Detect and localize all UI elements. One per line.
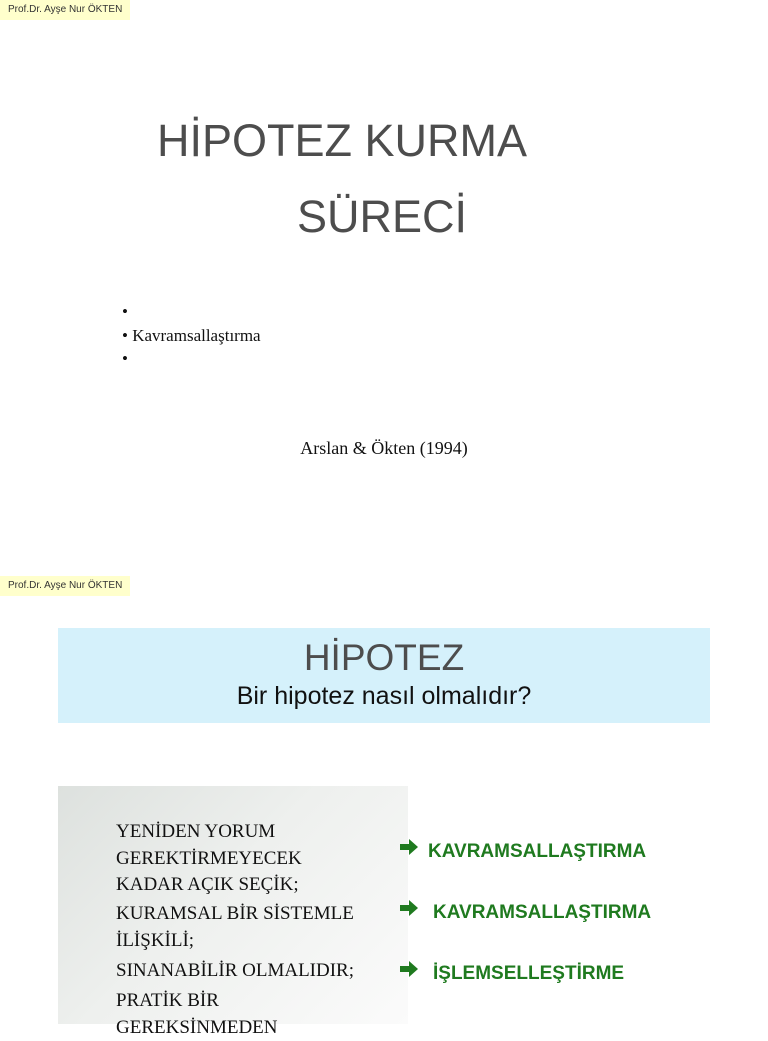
- arrow-label: KAVRAMSALLAŞTIRMA: [433, 902, 651, 923]
- criterion-item: [116, 958, 354, 985]
- right-arrow-icon: [400, 838, 418, 862]
- criterion-line: PRATİK BİR: [116, 988, 278, 1015]
- slide-title-line-1: HİPOTEZ KURMA: [157, 113, 527, 169]
- bullet-item: •: [122, 300, 261, 324]
- slide-subtitle: Bir hipotez nasıl olmalıdır?: [58, 680, 710, 712]
- arrow-label-item: [400, 962, 624, 986]
- criterion-item: [116, 819, 302, 899]
- criterion-line: GEREKTİRMEYECEK: [116, 846, 302, 873]
- arrow-label: İŞLEMSELLEŞTİRME: [433, 963, 624, 984]
- criterion-line: KADAR AÇIK SEÇİK;: [116, 872, 302, 899]
- criterion-line: SINANABİLİR OLMALIDIR;: [116, 958, 354, 985]
- criterion-line: GEREKSİNMEDEN: [116, 1015, 278, 1041]
- bullet-item: • Kavramsallaştırma: [122, 324, 261, 348]
- arrow-label: KAVRAMSALLAŞTIRMA: [428, 841, 646, 862]
- criterion-item: [116, 988, 278, 1041]
- criterion-line: İLİŞKİLİ;: [116, 928, 354, 955]
- bullet-list: [122, 300, 261, 371]
- right-arrow-icon: [400, 899, 418, 923]
- criterion-line: KURAMSAL BİR SİSTEMLE: [116, 901, 354, 928]
- slide-title: HİPOTEZ: [58, 637, 710, 679]
- author-tag: Prof.Dr. Ayşe Nur ÖKTEN: [0, 0, 130, 20]
- right-arrow-icon: [400, 960, 418, 984]
- slide-title-line-2: SÜRECİ: [297, 189, 467, 245]
- bullet-item: •: [122, 347, 261, 371]
- author-tag: Prof.Dr. Ayşe Nur ÖKTEN: [0, 576, 130, 596]
- citation: Arslan & Ökten (1994): [0, 438, 768, 459]
- arrow-label-item: [400, 901, 651, 925]
- arrow-label-item: [400, 840, 646, 864]
- criterion-item: [116, 901, 354, 954]
- criterion-line: YENİDEN YORUM: [116, 819, 302, 846]
- slide-header-band: [58, 628, 710, 723]
